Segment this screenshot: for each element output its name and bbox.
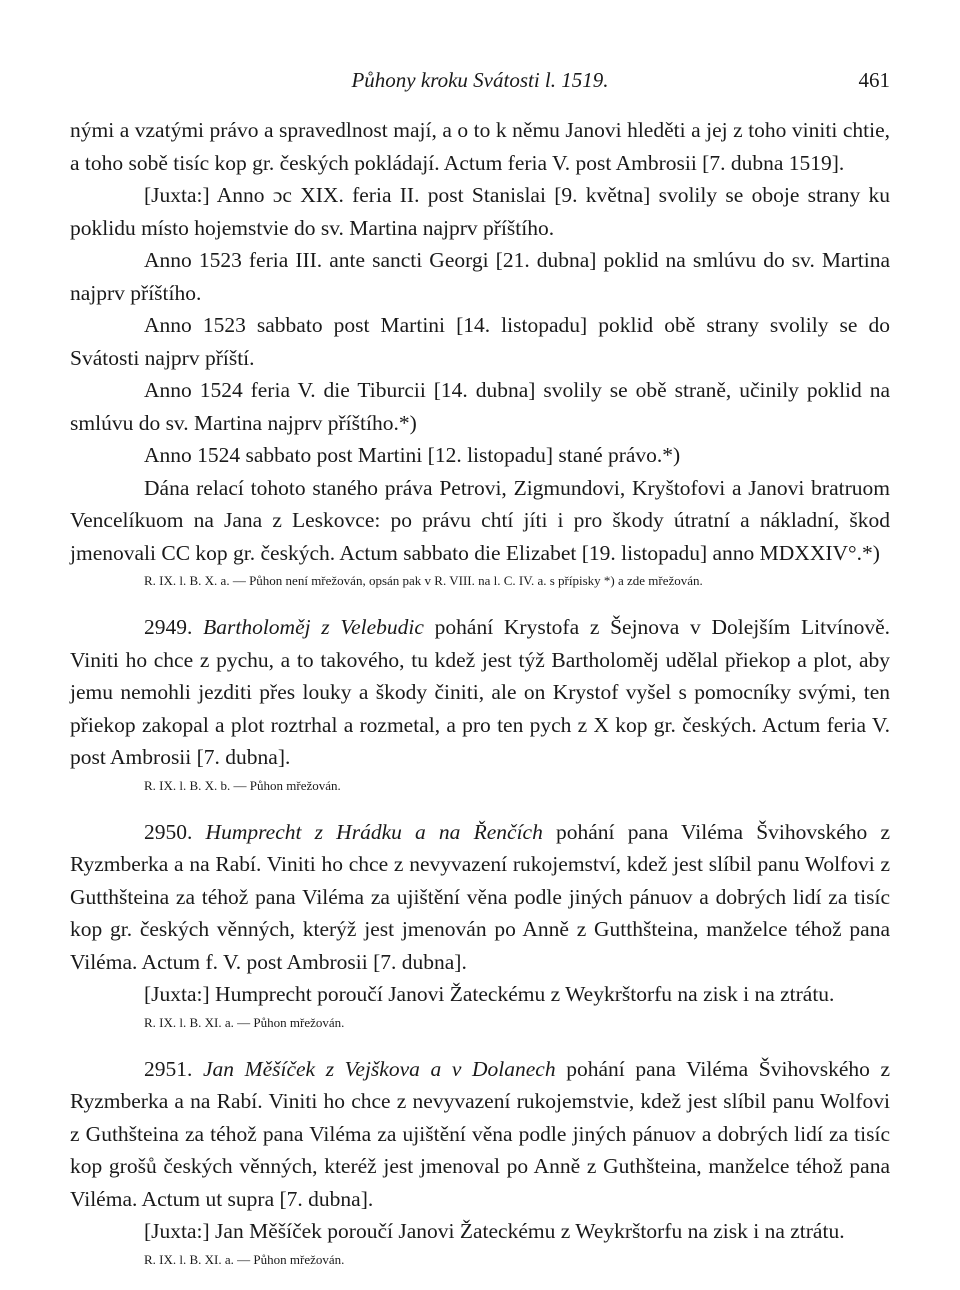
paragraph: [Juxta:] Anno ɔc XIX. feria II. post Stanislai [9. května] svolily se oboje strany ku poklidu místo hojemstvie do sv. Martina najprv příštího. (70, 183, 890, 240)
entry-2950 (70, 816, 890, 979)
entry-number: 2950. (144, 819, 193, 844)
running-title: Půhony kroku Svátosti l. 1519. (351, 68, 609, 92)
paragraph: Anno 1524 feria V. die Tiburcii [14. dubna] svolily se obě straně, učinily poklid na smlúvu do sv. Martina najprv příštího.*) (70, 378, 890, 435)
juxta-paragraph: [Juxta:] Humprecht poroučí Janovi Žateckému z Weykrštorfu na zisk i na ztrátu. (144, 982, 835, 1006)
entry-text: pohání pana Viléma Švihovského z Ryzmberka a na Rabí. Viniti ho chce z nevyvazení rukojemství, kdež jest slíbil panu Wolfovi z Gutthšteina za téhož pana Viléma za ujištění věna podle jiných pánuov a dobrých lidí za tisíc kop gr. českých věnných, kterýž jest jmenován po Anně z Gutthšteina, manželce téhož pana Viléma. Actum f. V. post Ambrosii [7. dubna]. (70, 819, 891, 974)
juxta-paragraph: [Juxta:] Jan Měšíček poroučí Janovi Žateckému z Weykrštorfu na zisk i na ztrátu. (144, 1219, 845, 1243)
source-note: R. IX. l. B. XI. a. — Půhon mřežován. (144, 1014, 345, 1030)
page-header (70, 68, 890, 98)
source-note: R. IX. l. B. X. b. — Půhon mřežován. (144, 777, 341, 793)
paragraph: Anno 1523 sabbato post Martini [14. listopadu] poklid obě strany svolily se do Svátosti najprv příští. (70, 313, 890, 370)
entry-2951 (70, 1053, 890, 1216)
source-note: R. IX. l. B. X. a. — Půhon není mřežován, opsán pak v R. VIII. na l. C. IV. a. s přípisky *) a zde mřežován. (144, 573, 703, 588)
paragraph: Dána relací tohoto staného práva Petrovi, Zigmundovi, Kryštofovi a Janovi bratruom Vencelíkuom na Jana z Leskovce: po právu chtí jíti i pro škody útratní a nákladní, škod jmenovali CC kop gr. českých. Actum sabbato die Elizabet [19. listopadu] anno MDXXIV°.*) (70, 475, 890, 565)
entry-2949 (70, 611, 890, 774)
entry-party-name: Bartholoměj z Velebudic (203, 615, 424, 639)
entry-number: 2951. (144, 1056, 193, 1081)
entry-text: pohání Krystofa z Šejnova v Dolejším Litvínově. Viniti ho chce z pychu, a to takového, tu kdež jest týž Bartholoměj udělal přiekop a plot, aby jemu nemohli jezditi přes louky a škody činiti, ale on Krystof vyšel s pomocníky svými, ten přiekop zakopal a plot roztrhal a rozmetal, a pro ten pych z X kop gr. českých. Actum feria V. post Ambrosii [7. dubna]. (70, 615, 891, 769)
entry-party-name: Jan Měšíček z Vejškova a v Dolanech (203, 1056, 556, 1081)
paragraph: Anno 1523 feria III. ante sancti Georgi [21. dubna] poklid na smlúvu do sv. Martina najprv příštího. (70, 248, 890, 305)
source-note: R. IX. l. B. XI. a. — Půhon mřežován. (144, 1251, 345, 1267)
paragraph: Anno 1524 sabbato post Martini [12. listopadu] stané právo.*) (144, 443, 681, 467)
page-number: 461 (858, 68, 890, 92)
entry-text: pohání pana Viléma Švihovského z Ryzmberka a na Rabí. Viniti ho chce z nevyvazení rukojemstvie, kdež jest slíbil panu Wolfovi z Guthšteina za téhož pana Viléma za ujištění věna podle jiných pánuov a dobrých lidí za tisíc kop grošů českých věnných, kteréž jest jmenoval po Anně z Guthšteina, manželce téhož pana Viléma. Actum ut supra [7. dubna]. (70, 1056, 891, 1211)
entry-party-name: Humprecht z Hrádku a na Řenčích (205, 819, 543, 844)
paragraph: nými a vzatými právo a spravedlnost mají, a o to k němu Janovi hleděti a jej z toho viniti chtie, a toho sobě tisíc kop gr. českých pokládají. Actum feria V. post Ambrosii [7. dubna 1519]. (70, 118, 890, 175)
page-body (70, 114, 890, 1290)
entry-number: 2949. (144, 615, 193, 639)
